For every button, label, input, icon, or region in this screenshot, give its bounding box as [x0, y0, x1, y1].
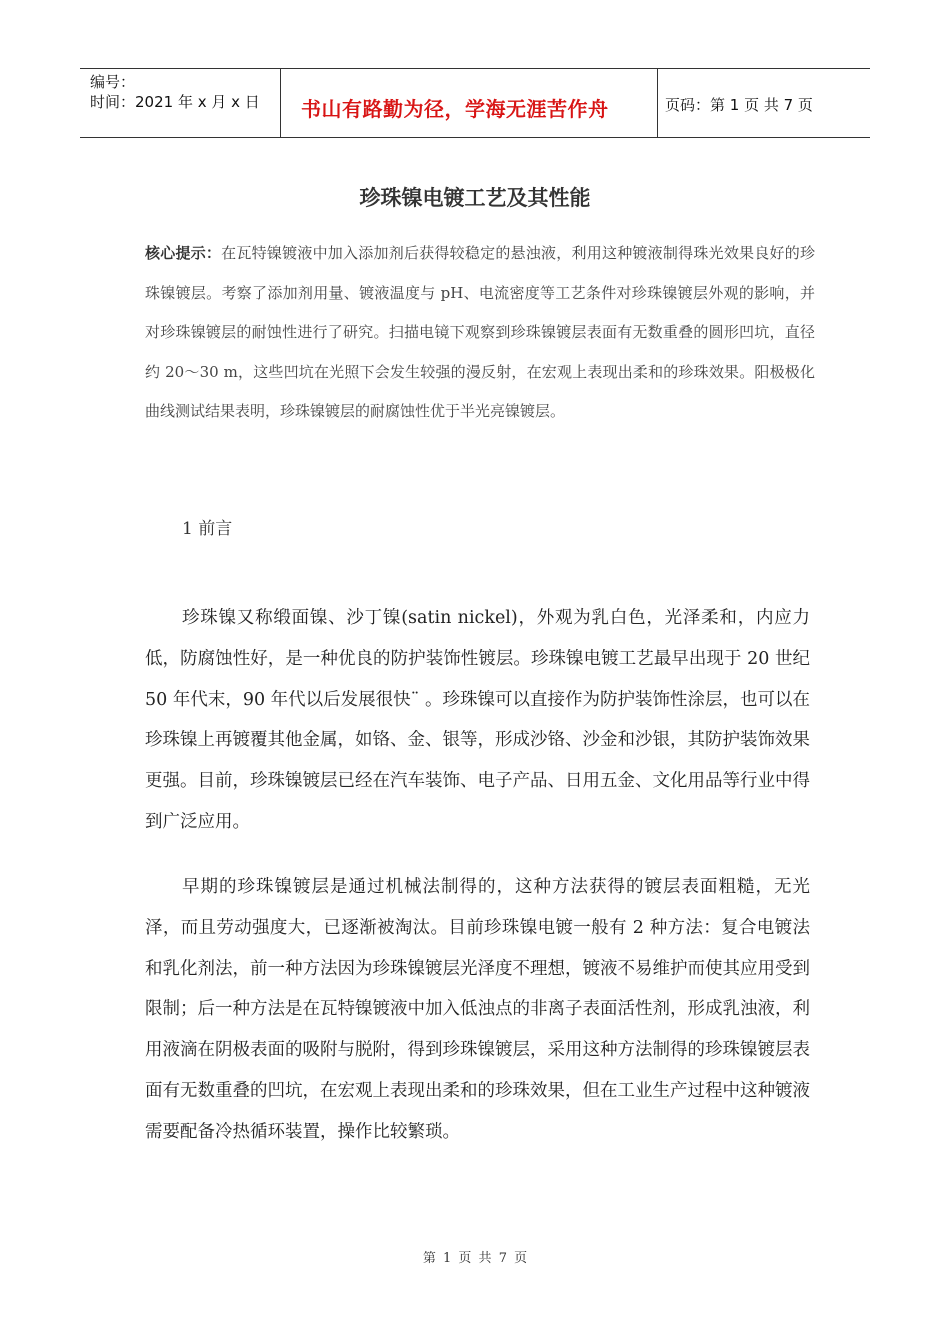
abstract-text: 在瓦特镍镀液中加入添加剂后获得较稳定的悬浊液，利用这种镀液制得珠光效果良好的珍珠镍镀层。考察了添加剂用量、镀液温度与 pH、电流密度等工艺条件对珍珠镍镀层外观的影响，并对珍珠镍镀层的耐蚀性进行了研究。扫描电镜下观察到珍珠镍镀层表面有无数重叠的圆形凹坑，直径约 20～30 m，这些凹坑在光照下会发生较强的漫反射，在宏观上表现出柔和的珍珠效果。阳极极化曲线测试结果表明，珍珠镍镀层的耐腐蚀性优于半光亮镍镀层。 [145, 244, 815, 420]
article-title: 珍珠镍电镀工艺及其性能 [359, 185, 591, 210]
doc-number-label: 编号： [90, 73, 136, 91]
header-motto-cell [280, 69, 658, 137]
paragraph: 早期的珍珠镍镀层是通过机械法制得的，这种方法获得的镀层表面粗糙，无光泽，而且劳动强度大，已逐渐被淘汰。目前珍珠镍电镀一般有 2 种方法：复合电镀法和乳化剂法，前一种方法因为珍珠镍镀层光泽度不理想，镀液不易维护而使其应用受到限制；后一种方法是在瓦特镍镀液中加入低浊点的非离子表面活性剂，形成乳浊液，利用液滴在阴极表面的吸附与脱附，得到珍珠镍镀层，采用这种方法制得的珍珠镍镀层表面有无数重叠的凹坑，在宏观上表现出柔和的珍珠效果，但在工业生产过程中这种镀液需要配备冷热循环装置，操作比较繁琐。 [145, 877, 810, 1142]
paragraph: 珍珠镍又称缎面镍、沙丁镍(satin nickel)，外观为乳白色，光泽柔和，内应力低，防腐蚀性好，是一种优良的防护装饰性镀层。珍珠镍电镀工艺最早出现于 20 世纪 50 年代末，90 年代以后发展很快¨ 。珍珠镍可以直接作为防护装饰性涂层，也可以在珍珠镍上再镀覆其他金属，如铬、金、银等，形成沙铬、沙金和沙银，其防护装饰效果更强。目前，珍珠镍镀层已经在汽车装饰、电子产品、日用五金、文化用品等行业中得到广泛应用。 [145, 608, 810, 832]
header-table [80, 68, 870, 138]
page-info: 页码：第 1 页 共 7 页 [665, 96, 813, 114]
page-footer: 第 1 页 共 7 页 [422, 1251, 528, 1266]
header-page-cell [657, 69, 870, 137]
header-info-cell [80, 69, 280, 137]
abstract-label: 核心提示： [145, 244, 222, 262]
time-label: 时间：2021 年 x 月 x 日 [90, 93, 260, 111]
section-heading: 1 前言 [182, 519, 233, 539]
abstract-block [145, 234, 815, 432]
motto-text: 书山有路勤为径，学海无涯苦作舟 [301, 97, 609, 121]
